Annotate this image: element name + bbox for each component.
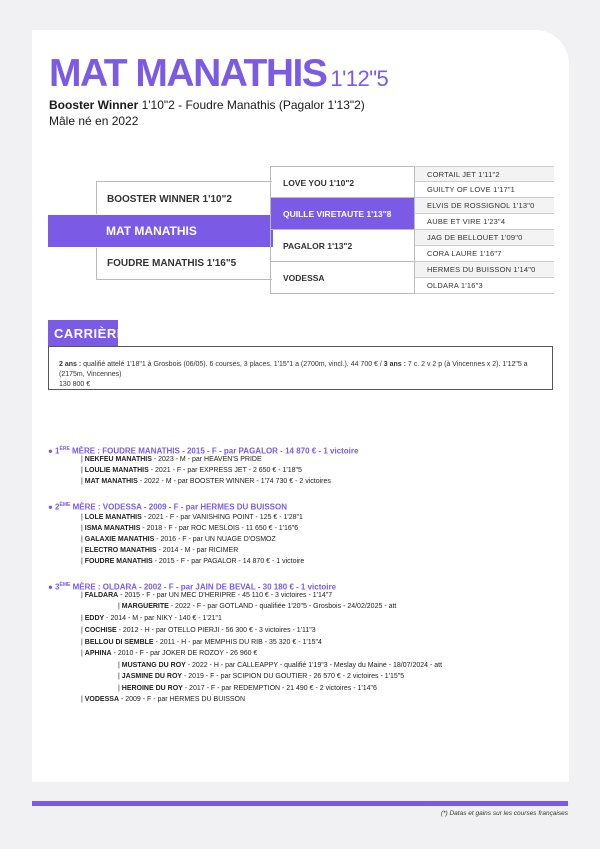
dam1-sup: ÈRE — [59, 446, 70, 452]
list-item: | ISMA MANATHIS - 2018 - F - par ROC MESLOIS - 11 650 € - 1'16"6 — [81, 525, 299, 532]
pedigree-grandparent-label: QUILLE VIRETAUTE 1'13"8 — [283, 209, 392, 219]
pedigree-ggp-label: GUILTY OF LOVE 1'17"1 — [427, 185, 516, 194]
footer-divider — [32, 801, 568, 806]
pedigree-horse-label: MAT MANATHIS — [106, 224, 197, 238]
horse-record-time: 1'12"5 — [330, 66, 389, 91]
pedigree-grandparent — [270, 230, 414, 262]
list-item: | EDDY - 2014 - M - par NIKY - 140 € - 1'21"1 — [81, 615, 222, 622]
entry-rest: - 2021 - F - par VANISHING POINT - 125 € - 1'28"1 — [141, 514, 303, 521]
pedigree-grandparent-label: PAGALOR 1'13"2 — [283, 241, 353, 251]
entry-name: LOULIE MANATHIS — [84, 467, 149, 474]
horse-name: MAT MANATHIS — [49, 52, 327, 95]
career-heading: CARRIÈRE — [48, 320, 118, 346]
list-item: | VODESSA - 2009 - F - par HERMES DU BUISSON — [81, 696, 246, 703]
pedigree-great-grandparent — [414, 230, 554, 246]
pedigree-sire-label: BOOSTER WINNER 1'10"2 — [107, 194, 232, 205]
entry-name: MUSTANG DU ROY — [121, 662, 186, 669]
pedigree-great-grandparent — [414, 166, 554, 182]
parentage-line — [49, 98, 365, 112]
entry-rest: - 2022 - F - par GOTLAND - qualifiée 1'20"5 - Grosbois - 24/02/2025 - att — [168, 603, 397, 610]
entry-name: BELLOU DI SEMBLE — [84, 639, 154, 646]
pedigree-grandparent — [270, 262, 414, 294]
entry-name: ELECTRO MANATHIS — [84, 547, 157, 554]
pedigree-dam — [96, 248, 272, 280]
entry-rest: - 2018 - F - par ROC MESLOIS - 11 650 € - 1'16"6 — [140, 525, 299, 532]
pedigree-great-grandparent — [414, 278, 554, 294]
dam3-heading — [48, 580, 558, 593]
entry-name: LOLE MANATHIS — [84, 514, 142, 521]
pedigree-dam-label: FOUDRE MANATHIS 1'16"5 — [107, 258, 237, 269]
entry-name: FALDARA — [84, 592, 119, 599]
entry-name: VODESSA — [84, 696, 119, 703]
entry-rest: - 2019 - F - par SCIPION DU GOUTIER - 26 570 € - 2 victoires - 1'15"5 — [182, 673, 405, 680]
pedigree-sire — [96, 181, 272, 214]
entry-rest: - 2022 - H - par CALLEAPPY - qualifié 1'19"3 - Meslay du Maine - 18/07/2024 - att — [185, 662, 443, 669]
dam2-prefix: ● 2 — [48, 502, 60, 512]
list-item: | JASMINE DU ROY - 2019 - F - par SCIPION DU GOUTIER - 26 570 € - 2 victoires - 1'15"5 — [118, 673, 405, 680]
entry-rest: - 2015 - F - par PAGALOR - 14 870 € - 1 victoire — [152, 558, 305, 565]
list-item: | BELLOU DI SEMBLE - 2011 - H - par MEMPHIS DU RIB - 35 320 € - 1'15"4 — [81, 639, 322, 646]
entry-rest: - 2014 - M - par NIKY - 140 € - 1'21"1 — [104, 615, 222, 622]
list-item: | ELECTRO MANATHIS - 2014 - M - par RICIMER — [81, 547, 239, 554]
pedigree-horse — [48, 215, 273, 247]
dam1-text: MÈRE : FOUDRE MANATHIS - 2015 - F - par PAGALOR - 14 870 € - 1 victoire — [69, 446, 359, 456]
career-box — [48, 346, 553, 390]
parentage-rest: 1'10"2 - Foudre Manathis (Pagalor 1'13"2) — [138, 98, 365, 112]
entry-name: EDDY — [84, 615, 105, 622]
pedigree-great-grandparent — [414, 214, 554, 230]
career-age2-label: 2 ans : — [59, 361, 82, 368]
entry-rest: - 2022 - M - par BOOSTER WINNER - 1'74 730 € - 2 victoires — [137, 478, 331, 485]
career-age2-text: qualifié attelé 1'18"1 à Grosbois (06/05). 6 courses, 3 places. 1'15"1 a (2700m, vincl.). 44 700 € / — [81, 361, 384, 368]
pedigree-grandparent — [270, 166, 414, 198]
dam3-sup: ÈME — [59, 582, 71, 588]
dam3-prefix: ● 3 — [48, 582, 60, 592]
entry-name: FOUDRE MANATHIS — [84, 558, 153, 565]
entry-rest: - 2011 - H - par MEMPHIS DU RIB - 35 320 € - 1'15"4 — [153, 639, 322, 646]
entry-rest: - 2016 - F - par UN NUAGE D'OSMOZ — [154, 536, 276, 543]
page-sheet — [32, 30, 569, 782]
pedigree-great-grandparent — [414, 246, 554, 262]
list-item: | FOUDRE MANATHIS - 2015 - F - par PAGALOR - 14 870 € - 1 victoire — [81, 558, 305, 565]
dam2-heading — [48, 500, 558, 513]
entry-name: GALAXIE MANATHIS — [84, 536, 155, 543]
list-item: | MUSTANG DU ROY - 2022 - H - par CALLEAPPY - qualifié 1'19"3 - Meslay du Maine - 18/07/2024 - att — [118, 662, 443, 669]
entry-rest: - 2009 - F - par HERMES DU BUISSON — [119, 696, 246, 703]
pedigree-grandparent-label: LOVE YOU 1'10"2 — [283, 178, 355, 188]
entry-name: NEKFEU MANATHIS — [84, 456, 152, 463]
list-item: | MAT MANATHIS - 2022 - M - par BOOSTER WINNER - 1'74 730 € - 2 victoires — [81, 478, 331, 485]
list-item: | HEROINE DU ROY - 2017 - F - par REDEMPTION - 21 490 € - 2 victoires - 1'14"6 — [118, 685, 377, 692]
pedigree-ggp-label: HERMES DU BUISSON 1'14"0 — [427, 265, 536, 274]
dam1-heading — [48, 444, 558, 457]
entry-rest: - 2017 - F - par REDEMPTION - 21 490 € - 2 victoires - 1'14"6 — [182, 685, 377, 692]
list-item: | LOULIE MANATHIS - 2021 - F - par EXPRESS JET - 2 650 € - 1'18"5 — [81, 467, 302, 474]
dam2-sup: ÈME — [59, 502, 71, 508]
pedigree-great-grandparent — [414, 262, 554, 278]
entry-name: MAT MANATHIS — [84, 478, 138, 485]
list-item: | COCHISE - 2012 - H - par OTELLO PIERJI - 56 300 € - 3 victoires - 1'11"3 — [81, 627, 316, 634]
sire-name: Booster Winner — [49, 98, 139, 112]
list-item: | LOLE MANATHIS - 2021 - F - par VANISHING POINT - 125 € - 1'28"1 — [81, 514, 303, 521]
career-total: 130 800 € — [59, 381, 91, 388]
footer-note: (*) Datas et gains sur les courses françaises — [440, 810, 568, 817]
dam1-prefix: ● 1 — [48, 446, 60, 456]
pedigree-grandparent — [270, 198, 414, 230]
birth-info: Mâle né en 2022 — [49, 114, 139, 128]
pedigree-ggp-label: JAG DE BELLOUET 1'09"0 — [427, 233, 523, 242]
entry-rest: - 2021 - F - par EXPRESS JET - 2 650 € - 1'18"5 — [148, 467, 302, 474]
pedigree-great-grandparent — [414, 198, 554, 214]
dam2-text: MÈRE : VODESSA - 2009 - F - par HERMES DU BUISSON — [70, 502, 287, 512]
pedigree-ggp-label: CORA LAURE 1'16"7 — [427, 249, 502, 258]
list-item: | FALDARA - 2015 - F - par UN MEC D'HERIPRE - 45 110 € - 3 victoires - 1'14"7 — [81, 592, 333, 599]
career-age3-label: 3 ans : — [383, 361, 406, 368]
entry-rest: - 2023 - M - par HEAVEN'S PRIDE — [151, 456, 262, 463]
career-age3-text: 7 c. 2 v 2 p (à Vincennes x 2). 1'12"5 a (2175m, Vincennes) — [59, 361, 528, 378]
entry-rest: - 2012 - H - par OTELLO PIERJI - 56 300 € - 3 victoires - 1'11"3 — [116, 627, 316, 634]
pedigree-ggp-label: OLDARA 1'16"3 — [427, 281, 483, 290]
pedigree-ggp-label: ELVIS DE ROSSIGNOL 1'13"0 — [427, 201, 535, 210]
list-item: | NEKFEU MANATHIS - 2023 - M - par HEAVEN'S PRIDE — [81, 456, 262, 463]
pedigree-great-grandparent — [414, 182, 554, 198]
list-item: | GALAXIE MANATHIS - 2016 - F - par UN NUAGE D'OSMOZ — [81, 536, 276, 543]
page-title — [49, 54, 388, 93]
entry-name: COCHISE — [84, 627, 117, 634]
list-item: | MARGUERITE - 2022 - F - par GOTLAND - qualifiée 1'20"5 - Grosbois - 24/02/2025 - att — [118, 603, 397, 610]
dam3-text: MÈRE : OLDARA - 2002 - F - par JAIN DE BEVAL - 30 180 € - 1 victoire — [70, 582, 337, 592]
entry-name: APHINA — [84, 650, 112, 657]
list-item: | APHINA - 2010 - F - par JOKER DE ROZOY - 26 960 € — [81, 650, 258, 657]
pedigree-ggp-label: AUBE ET VIRE 1'23"4 — [427, 217, 506, 226]
entry-rest: - 2015 - F - par UN MEC D'HERIPRE - 45 110 € - 3 victoires - 1'14"7 — [118, 592, 333, 599]
entry-rest: - 2010 - F - par JOKER DE ROZOY - 26 960 € — [111, 650, 258, 657]
pedigree-grandparent-label: VODESSA — [283, 273, 325, 283]
entry-name: JASMINE DU ROY — [121, 673, 183, 680]
entry-name: MARGUERITE — [121, 603, 169, 610]
entry-rest: - 2014 - M - par RICIMER — [156, 547, 239, 554]
entry-name: HEROINE DU ROY — [121, 685, 183, 692]
pedigree-ggp-label: CORTAIL JET 1'11"2 — [427, 170, 500, 179]
entry-name: ISMA MANATHIS — [84, 525, 141, 532]
